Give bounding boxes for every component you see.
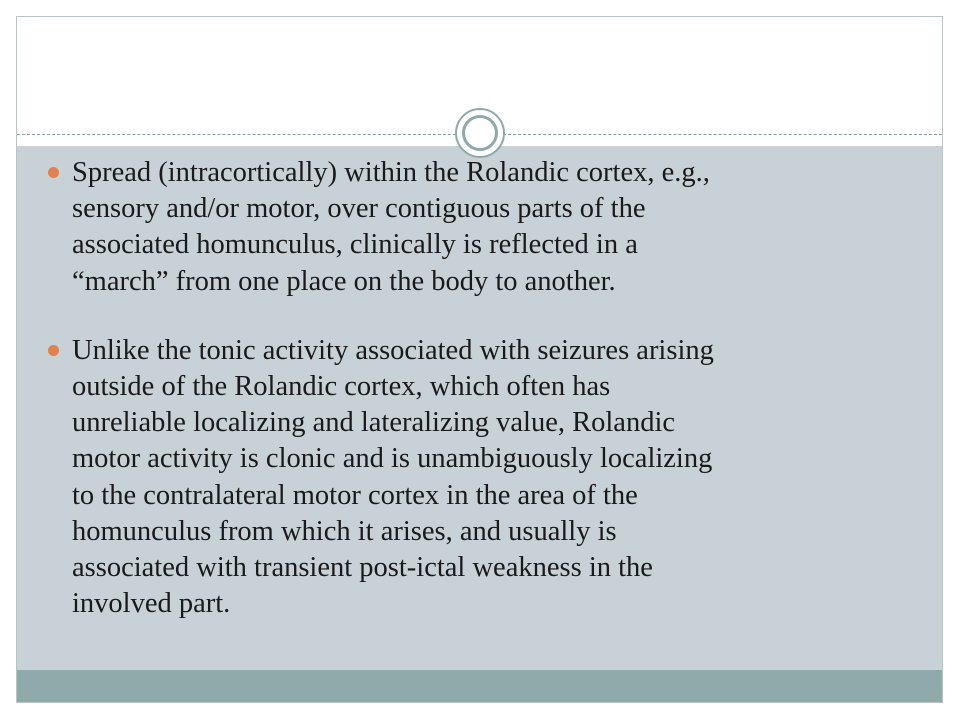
bullet-dot-icon <box>48 345 59 356</box>
bullet-item-spread <box>48 155 918 300</box>
bullet-dot-icon <box>48 167 59 178</box>
footer-band <box>17 670 942 702</box>
bullet-text: Unlike the tonic activity associated with seizures arising outside of the Rolandic cortex, which often has unreliable localizing and lateralizing value, Rolandic motor activity is clonic and is unambiguously localizing to the contralateral motor cortex in the area of the homunculus from which it arises, and usually is associated with transient post-ictal weakness in the involved part. <box>72 334 714 620</box>
decorative-ring-icon <box>455 108 505 158</box>
bullet-text: Spread (intracortically) within the Rolandic cortex, e.g., sensory and/or motor, over contiguous parts of the associated homunculus, clinically is reflected in a “march” from one place on the body to another. <box>72 157 710 297</box>
bullet-item-clonic <box>48 333 918 623</box>
decorative-inner-ring <box>462 115 498 151</box>
bullet-list <box>48 155 918 622</box>
